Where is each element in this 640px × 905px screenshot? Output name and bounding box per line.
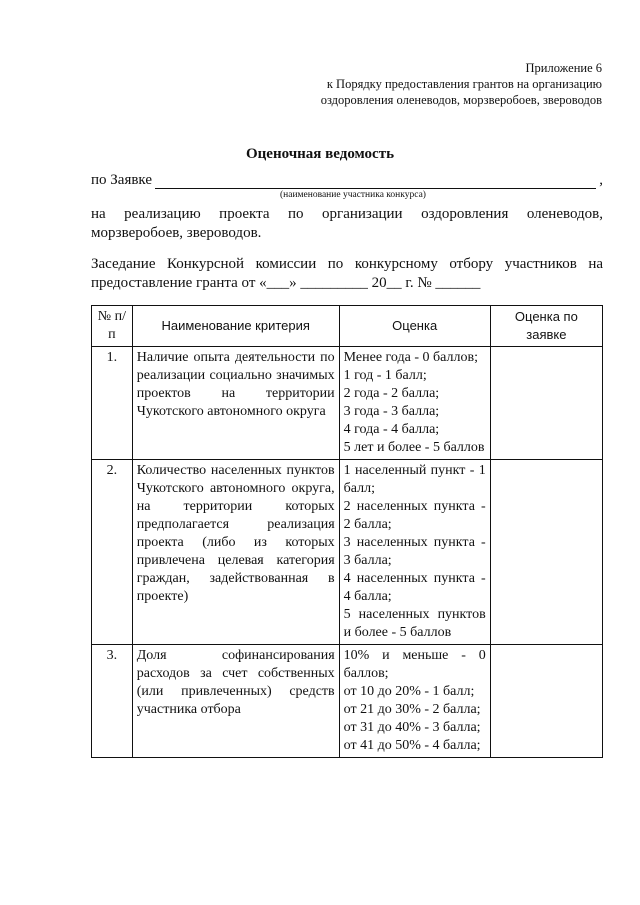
header-num: № п/п: [92, 306, 133, 347]
header-score: Оценка по заявке: [490, 306, 602, 347]
appendix-reference: к Порядку предоставления грантов на организацию: [326, 77, 602, 91]
meeting-line-2: предоставление гранта от «___» _________ 20__ г. № ______: [91, 275, 481, 291]
grade-line: 3 года - 3 балла;: [343, 404, 440, 419]
table-row: [92, 347, 603, 460]
row-grades: [339, 645, 490, 758]
grade-line: 1 год - 1 балл;: [343, 368, 427, 383]
row-number: 1.: [92, 347, 133, 460]
evaluation-table: [91, 305, 603, 758]
purpose-line-1: на реализацию проекта по организации оздоровления оленеводов,: [91, 206, 603, 222]
grade-line: 4 населенных пункта - 4 балла;: [343, 571, 486, 604]
document-title: Оценочная ведомость: [245, 146, 395, 162]
row-criterion: Наличие опыта деятельности по реализации социально значимых проектов на территории Чукотского автономного округа: [132, 347, 339, 460]
grade-line: Менее года - 0 баллов;: [343, 350, 478, 365]
row-score-cell[interactable]: [490, 645, 602, 758]
bid-label: по Заявке: [91, 172, 153, 188]
grade-line: 5 лет и более - 5 баллов: [343, 440, 485, 455]
row-grades: [339, 460, 490, 645]
bid-comma: ,: [599, 172, 603, 188]
bid-caption: (наименование участника конкурса): [280, 190, 426, 200]
row-number: 3.: [92, 645, 133, 758]
appendix-reference-cont: оздоровления оленеводов, морзверобоев, звероводов: [320, 93, 602, 107]
appendix-number: Приложение 6: [525, 61, 602, 75]
row-grades: [339, 347, 490, 460]
table-header-row: [92, 306, 603, 347]
grade-line: 2 населенных пункта - 2 балла;: [343, 499, 486, 532]
grade-line: от 10 до 20% - 1 балл;: [343, 684, 475, 699]
grade-line: от 41 до 50% - 4 балла;: [343, 738, 481, 753]
grade-line: 1 населенный пункт - 1 балл;: [343, 463, 486, 496]
grade-line: от 21 до 30% - 2 балла;: [343, 702, 481, 717]
meeting-line-1: Заседание Конкурсной комиссии по конкурсному отбору участников на: [91, 256, 603, 272]
grade-line: 3 населенных пункта - 3 балла;: [343, 535, 486, 568]
meeting-paragraph: [91, 255, 603, 293]
row-score-cell[interactable]: [490, 460, 602, 645]
row-number: 2.: [92, 460, 133, 645]
table-row: [92, 460, 603, 645]
row-criterion: Количество населенных пунктов Чукотского автономного округа, на территории которых предполагается реализация проекта (либо из которых привлечена целевая категория граждан, задействованная в проекте): [132, 460, 339, 645]
row-score-cell[interactable]: [490, 347, 602, 460]
appendix-header: [321, 60, 602, 108]
grade-line: 5 населенных пунктов и более - 5 баллов: [343, 607, 486, 640]
bid-fill-line: [155, 173, 596, 189]
bid-line: [91, 172, 603, 189]
header-criterion: Наименование критерия: [132, 306, 339, 347]
row-criterion: Доля софинансирования расходов за счет собственных (или привлеченных) средств участника отбора: [132, 645, 339, 758]
grade-line: 4 года - 4 балла;: [343, 422, 440, 437]
purpose-paragraph: [91, 205, 603, 243]
grade-line: 2 года - 2 балла;: [343, 386, 440, 401]
purpose-line-2: морзверобоев, звероводов.: [91, 225, 262, 241]
header-grade: Оценка: [339, 306, 490, 347]
grade-line: 10% и меньше - 0 баллов;: [343, 648, 486, 681]
table-row: [92, 645, 603, 758]
grade-line: от 31 до 40% - 3 балла;: [343, 720, 481, 735]
